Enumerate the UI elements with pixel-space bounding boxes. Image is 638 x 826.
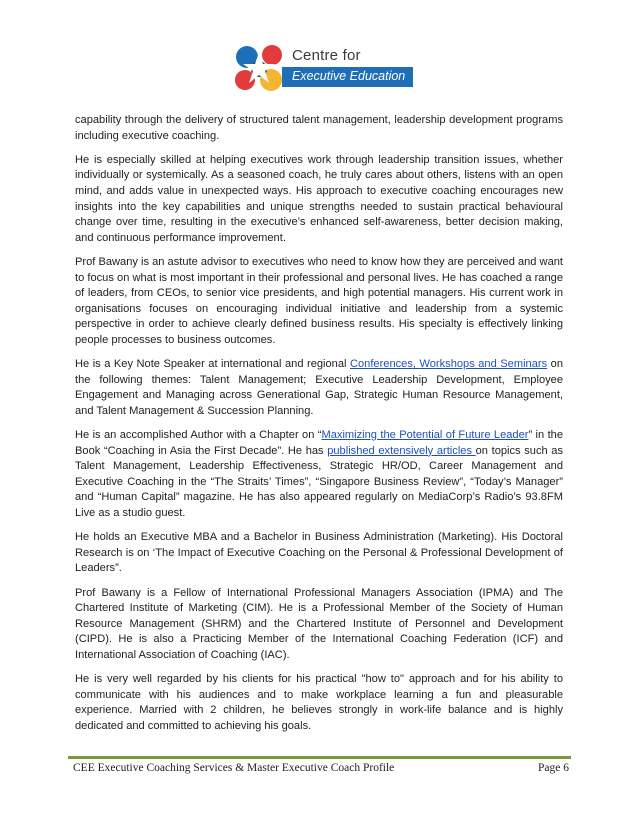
paragraph-advisor: Prof Bawany is an astute advisor to executives who need to know how they are perceived and want to focus on what is most important in their professional and personal lives. He has coached a range of leaders, from CEOs, to senior vice presidents, and high potential managers. His current work in organisations focuses on encouraging individual initiative and leadership from a systemic perspective in order to achieve clearly defined business results. His specialty is effectively linking people processes to business outcomes. [75, 255, 563, 346]
logo-wordmark [282, 48, 413, 87]
author-text-post: on topics such as Talent Management, Leadership Effectiveness, Strategic HR/OD, Career Management and Executive Coaching in the “The Straits’ Times”, “Singapore Business Review”, “Today’s Manager” and “Human Capital” magazine. He has also appeared regularly on MediaCorp’s Radio’s 93.8FM Live as a studio guest. [75, 444, 564, 520]
author-text-mid: ” in the Book “Coaching in Asia the First Decade”. He has [75, 429, 564, 457]
star-figure-logo-icon [234, 42, 286, 94]
paragraph-coaching-skills: He is especially skilled at helping executives work through leadership transition issues, whether individually or systemically. As a seasoned coach, he truly cares about others, listens with an open mind, and adds value in unexpected ways. His approach to executive coaching encourages new insights into the key capabilities and unique strengths needed to sustain practical behavioural change over time, resulting in the executive’s enhanced self-awareness, better decision making, and continuous performance improvement. [75, 153, 563, 244]
paragraph-education: He holds an Executive MBA and a Bachelor in Business Administration (Marketing). His Doctoral Research is on ‘The Impact of Executive Coaching on the Personal & Professional Development of Leaders”. [75, 531, 563, 575]
future-leader-chapter-link[interactable]: Maximizing the Potential of Future Leader [321, 429, 529, 442]
paragraph-personal: He is very well regarded by his clients for his practical "how to" approach and for his ability to communicate with his audiences and to make workplace learning a fun and pleasurable experience. Married with 2 children, he believes strongly in work-life balance and is highly dedicated and committed to achieving his goals. [75, 673, 563, 732]
centre-for-executive-education-logo [234, 42, 434, 94]
paragraph-intro-continued: capability through the delivery of structured talent management, leadership development programs including executive coaching. [75, 114, 563, 142]
footer-document-title: CEE Executive Coaching Services & Master Executive Coach Profile [73, 762, 395, 774]
paragraph-memberships: Prof Bawany is a Fellow of International Professional Managers Association (IPMA) and The Chartered Institute of Marketing (CIM). He is a Professional Member of the Society of Human Resource Management (SHRM) and the Chartered Institute of Personnel and Development (CIPD). He is also a Practicing Member of the International Coaching Federation (ICF) and International Association of Coaching (IAC). [75, 586, 563, 661]
speaker-text-post: on the following themes: Talent Management; Executive Leadership Development, Employee Engagement and Managing across Generational Gap, Strategic Human Resource Management, and Talent Management & Succession Planning. [75, 358, 563, 417]
footer-divider [68, 756, 571, 759]
paragraph-author [75, 428, 563, 522]
logo-line-executive-education: Executive Education [282, 67, 413, 87]
logo-line-centre-for: Centre for [292, 47, 361, 64]
published-articles-link[interactable]: published extensively articles [327, 444, 476, 457]
profile-body [75, 113, 563, 743]
conferences-link[interactable]: Conferences, Workshops and Seminars [349, 358, 548, 371]
footer-page-number: Page 6 [538, 762, 569, 774]
paragraph-speaker [75, 357, 563, 419]
speaker-text-pre: He is a Key Note Speaker at international and regional [75, 358, 350, 371]
author-text-pre: He is an accomplished Author with a Chapter on “ [75, 429, 322, 442]
